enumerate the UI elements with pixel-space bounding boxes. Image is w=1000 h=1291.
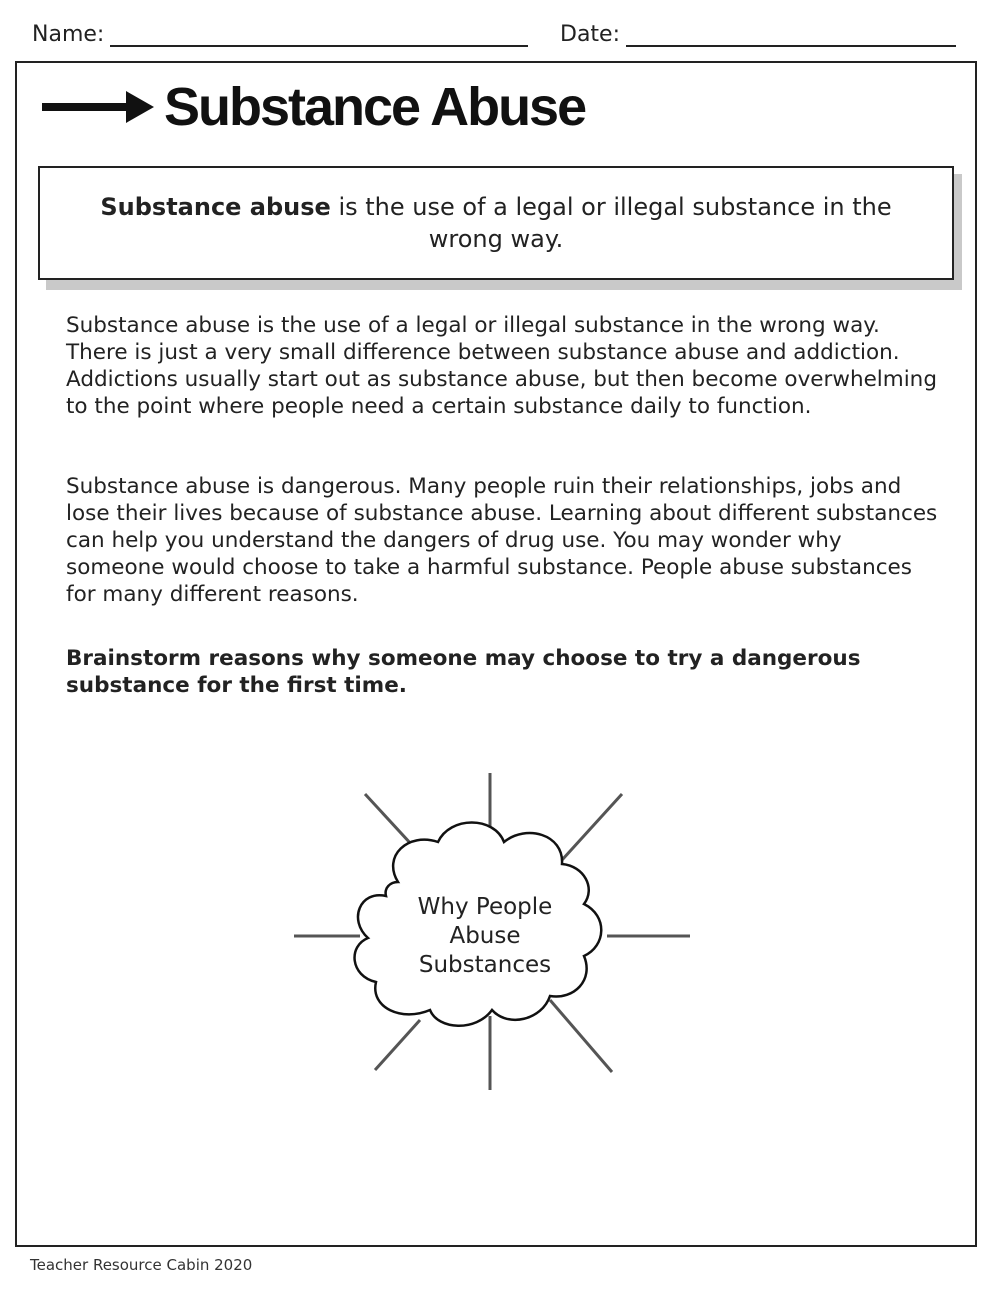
date-field[interactable] — [560, 22, 956, 47]
spoke-bottom-left[interactable] — [375, 1020, 420, 1070]
title-row — [42, 72, 585, 142]
worksheet-header — [32, 22, 962, 52]
arrow-right-icon — [42, 91, 154, 123]
footer-credit: Teacher Resource Cabin 2020 — [30, 1256, 253, 1274]
cloud-center-label: Why People Abuse Substances — [417, 894, 553, 978]
paragraph-1: Substance abuse is the use of a legal or illegal substance in the wrong way. There is just a very small difference between substance abuse and addiction. Addictions usually start out as substance abuse, but then become overwhelming to the point where people need a certain substance daily to function. — [66, 313, 937, 419]
name-line[interactable] — [110, 29, 528, 47]
date-label: Date: — [560, 22, 620, 47]
definition-box — [38, 166, 954, 280]
paragraph-2: Substance abuse is dangerous. Many people ruin their relationships, jobs and lose their lives because of substance abuse. Learning about different substances can help you understand the dangers of drug use. You may wonder why someone would choose to take a harmful substance. People abuse substances for many different reasons. — [66, 474, 938, 607]
spoke-bottom-right[interactable] — [550, 1000, 612, 1072]
definition-body: is the use of a legal or illegal substance in the wrong way. — [330, 193, 892, 253]
name-field[interactable] — [32, 22, 528, 47]
brainstorm-prompt: Brainstorm reasons why someone may choose to try a dangerous substance for the first time. — [66, 646, 861, 698]
definition-term: Substance abuse — [100, 193, 331, 221]
spoke-top-right[interactable] — [562, 794, 622, 860]
page-title: Substance Abuse — [164, 77, 586, 137]
date-line[interactable] — [626, 29, 956, 47]
definition-text — [100, 191, 892, 255]
name-label: Name: — [32, 22, 105, 47]
